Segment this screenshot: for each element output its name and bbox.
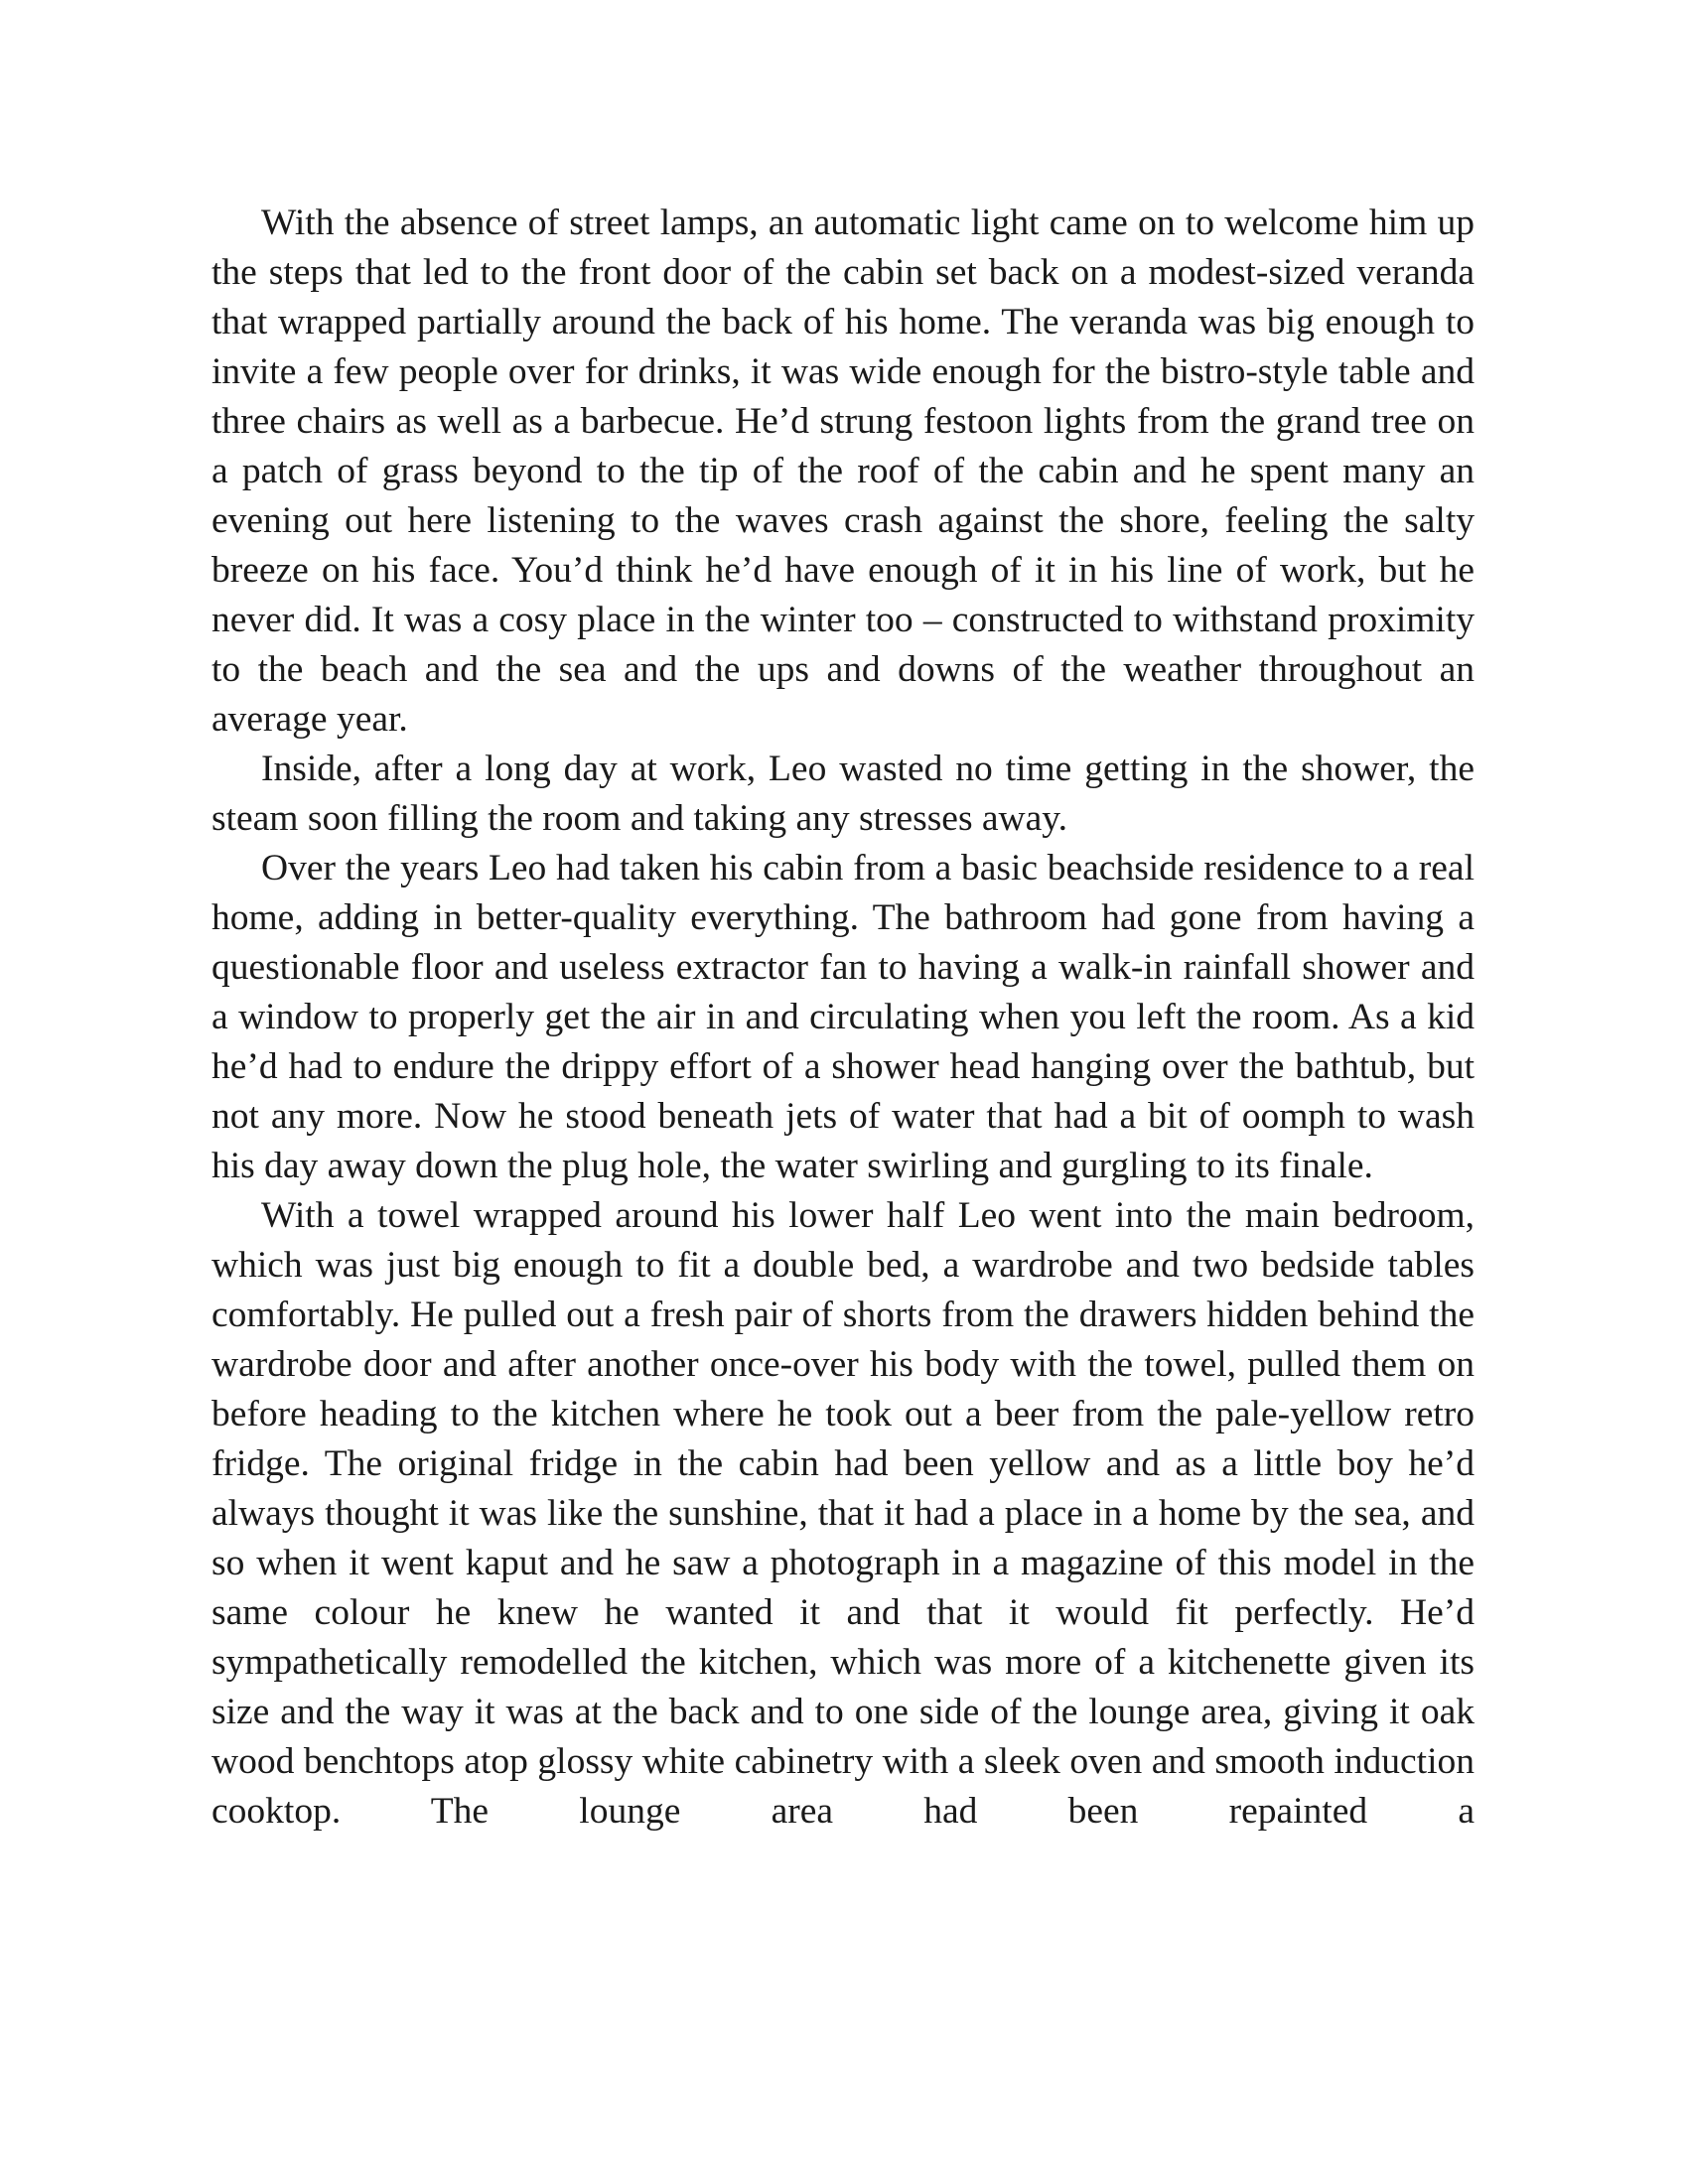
- body-text: [211, 199, 1475, 1837]
- paragraph: Over the years Leo had taken his cabin from a basic beachside residence to a real home, adding in better-quality everything. The bathroom had gone from having a questionable floor and useless extractor fan to having a walk-in rainfall shower and a window to properly get the air in and circulating when you left the room. As a kid he’d had to endure the drippy effort of a shower head hanging over the bathtub, but not any more. Now he stood beneath jets of water that had a bit of oomph to wash his day away down the plug hole, the water swirling and gurgling to its finale.: [211, 848, 1475, 1186]
- paragraph: With a towel wrapped around his lower half Leo went into the main bedroom, which was just big enough to fit a double bed, a wardrobe and two bedside tables comfortably. He pulled out a fresh pair of shorts from the drawers hidden behind the wardrobe door and after another once-over his body with the towel, pulled them on before heading to the kitchen where he took out a beer from the pale-yellow retro fridge. The original fridge in the cabin had been yellow and as a little boy he’d always thought it was like the sunshine, that it had a place in a home by the sea, and so when it went kaput and he saw a photograph in a magazine of this model in the same colour he knew he wanted it and that it would fit perfectly. He’d sympathetically remodelled the kitchen, which was more of a kitchenette given its size and the way it was at the back and to one side of the lounge area, giving it oak wood benchtops atop glossy white cabinetry with a sleek oven and smooth induction cooktop. The lounge area had been repainted a: [211, 1195, 1475, 1832]
- paragraph: With the absence of street lamps, an automatic light came on to welcome him up the steps that led to the front door of the cabin set back on a modest-sized veranda that wrapped partially around the back of his home. The veranda was big enough to invite a few people over for drinks, it was wide enough for the bistro-style table and three chairs as well as a barbecue. He’d strung festoon lights from the grand tree on a patch of grass beyond to the tip of the roof of the cabin and he spent many an evening out here listening to the waves crash against the shore, feeling the salty breeze on his face. You’d think he’d have enough of it in his line of work, but he never did. It was a cosy place in the winter too – constructed to withstand proximity to the beach and the sea and the ups and downs of the weather throughout an average year.: [211, 203, 1475, 740]
- paragraph: Inside, after a long day at work, Leo wasted no time getting in the shower, the steam soon filling the room and taking any stresses away.: [211, 749, 1475, 839]
